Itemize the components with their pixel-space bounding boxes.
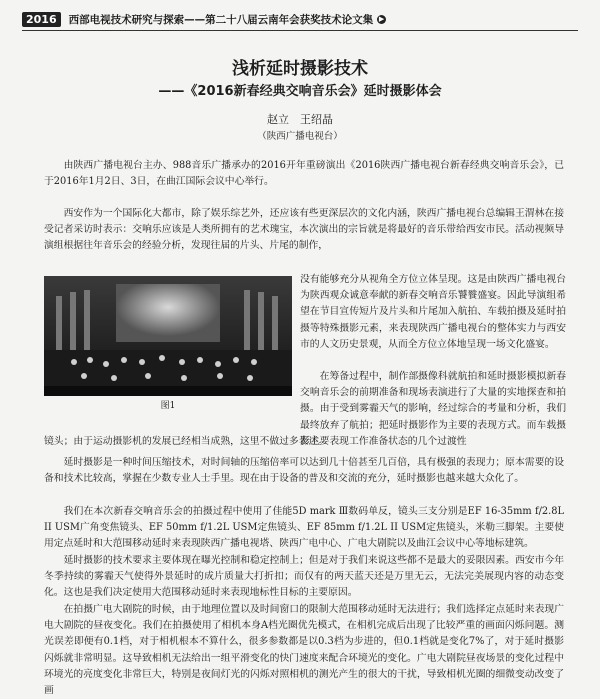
arrow-right-icon: ▶ xyxy=(378,14,385,23)
concert-photo xyxy=(44,276,292,396)
running-header xyxy=(22,8,578,31)
article-subtitle: ——《2016新春经典交响音乐会》延时摄影体会 xyxy=(158,84,442,99)
paragraph-2-continued: 没有能够充分从视角全方位立体呈现。这是由陕西广播电视台为陕西观众诚意奉献的新春交响音乐饕餮盛宴。因此导演组希望在节目宣传短片及片头和片尾加入航拍、车载拍摄及延时拍摄等特殊摄影元素，来表现陕西广播电视台的整体实力与西安市的人文历史景观，从而全方位立体地呈现一场文化盛宴。 xyxy=(300,274,566,350)
paragraph-5: 我们在本次新春交响音乐会的拍摄过程中使用了佳能5D mark Ⅲ数码单反，镜头三支分别是EF 16-35mm f/2.8L II USM广角变焦镜头、EF 50mm f/1.2L USM定焦镜头、EF 85mm f/1.2L II USM定焦镜头，米勒三脚架。主要使用定点延时和大范围移动延时来表现陕西广播电视塔、陕西广电中心、广电大剧院以及曲江会议中心等地标建筑。 xyxy=(44,506,564,550)
paragraph-7: 在拍摄广电大剧院的时候，由于地理位置以及时间窗口的限制大范围移动延时无法进行；我们选择定点延时来表现广电大剧院的昼夜变化。我们在拍摄使用了相机本身A档光圈优先模式，在相机完成后出现了比较严重的画面闪烁问题。测光误差即便有0.1档，对于相机根本不算什么，很多参数都是以0.3档为步进的，但0.1档就是变化7%了，对于延时摄影闪烁就非常明显。这导致相机无法给出一组平滑变化的快门速度来配合环境光的变化。广电大剧院昼夜场景的变化过程中环境光的亮度变化非常巨大，特别是夜间灯光的闪烁对照相机的测光产生的很大的干扰，导致相机光圈的细微变动改变了画 xyxy=(44,604,564,697)
article-affiliation: （陕西广播电视台） xyxy=(257,131,343,142)
running-title: 西部电视技术研究与探索——第二十八届云南年会获奖技术论文集 xyxy=(68,13,374,26)
concert-hall-image xyxy=(44,276,292,396)
paragraph-1: 由陕西广播电视台主办、988音乐广播承办的2016开年重磅演出《2016陕西广播电视台新春经典交响音乐会》，已于2016年1月2日、3日，在曲江国际会议中心举行。 xyxy=(44,160,564,188)
paragraph-3: 在筹备过程中，制作部摄像科就航拍和延时摄影模拟新春交响音乐会的前期准备和现场表演进行了大量的实地探查和拍摄。由于受到雾霾天气的影响，经过综合的考量和分析，我们最终放弃了航拍；把延时摄影作为主要的表现方式。而车载摄影主要表现工作准备状态的几个过渡性 xyxy=(300,371,566,447)
paragraph-6: 延时摄影的技术要求主要体现在曝光控制和稳定控制上；但是对于我们来说这些都不是最大的妥限因素。西安市今年冬季持续的雾霾天气使得外景延时的成片质量大打折扣；而仅有的两天蓝天还是万里无云，无法完美展现内容的动态变化。这也是我们决定使用大范围移动延时来表现地标性目标的主要原因。 xyxy=(44,555,564,599)
article-title: 浅析延时摄影技术 xyxy=(232,59,368,79)
paragraph-3-continued: 镜头；由于运动摄影机的发展已经相当成熟，这里不做过多表述。 xyxy=(44,436,329,447)
paragraph-2: 西安作为一个国际化大都市，除了娱乐综艺外，还应该有些更深层次的文化内涵，陕西广播电视台总编辑王渭林在接受记者采访时表示：交响乐应该是人类所拥有的艺术瑰宝，本次演出的宗旨就是将最好的音乐带给西安市民。活动视频导演组根据往年音乐会的经验分析，发现往届的片头、片尾的制作， xyxy=(44,208,564,252)
article-authors: 赵立 王绍晶 xyxy=(267,113,333,126)
figure-caption: 图1 xyxy=(160,401,176,411)
year-badge: 2016 xyxy=(22,12,61,27)
paragraph-4: 延时摄影是一种时间压缩技术，对时间轴的压缩倍率可以达到几十倍甚至几百倍，具有极强的表现力；原本需要的设备和技术比较高，掌握在少数专业人士手里。现在由于设备的普及和交流的充分，延时摄影也越来越大众化了。 xyxy=(44,457,564,485)
